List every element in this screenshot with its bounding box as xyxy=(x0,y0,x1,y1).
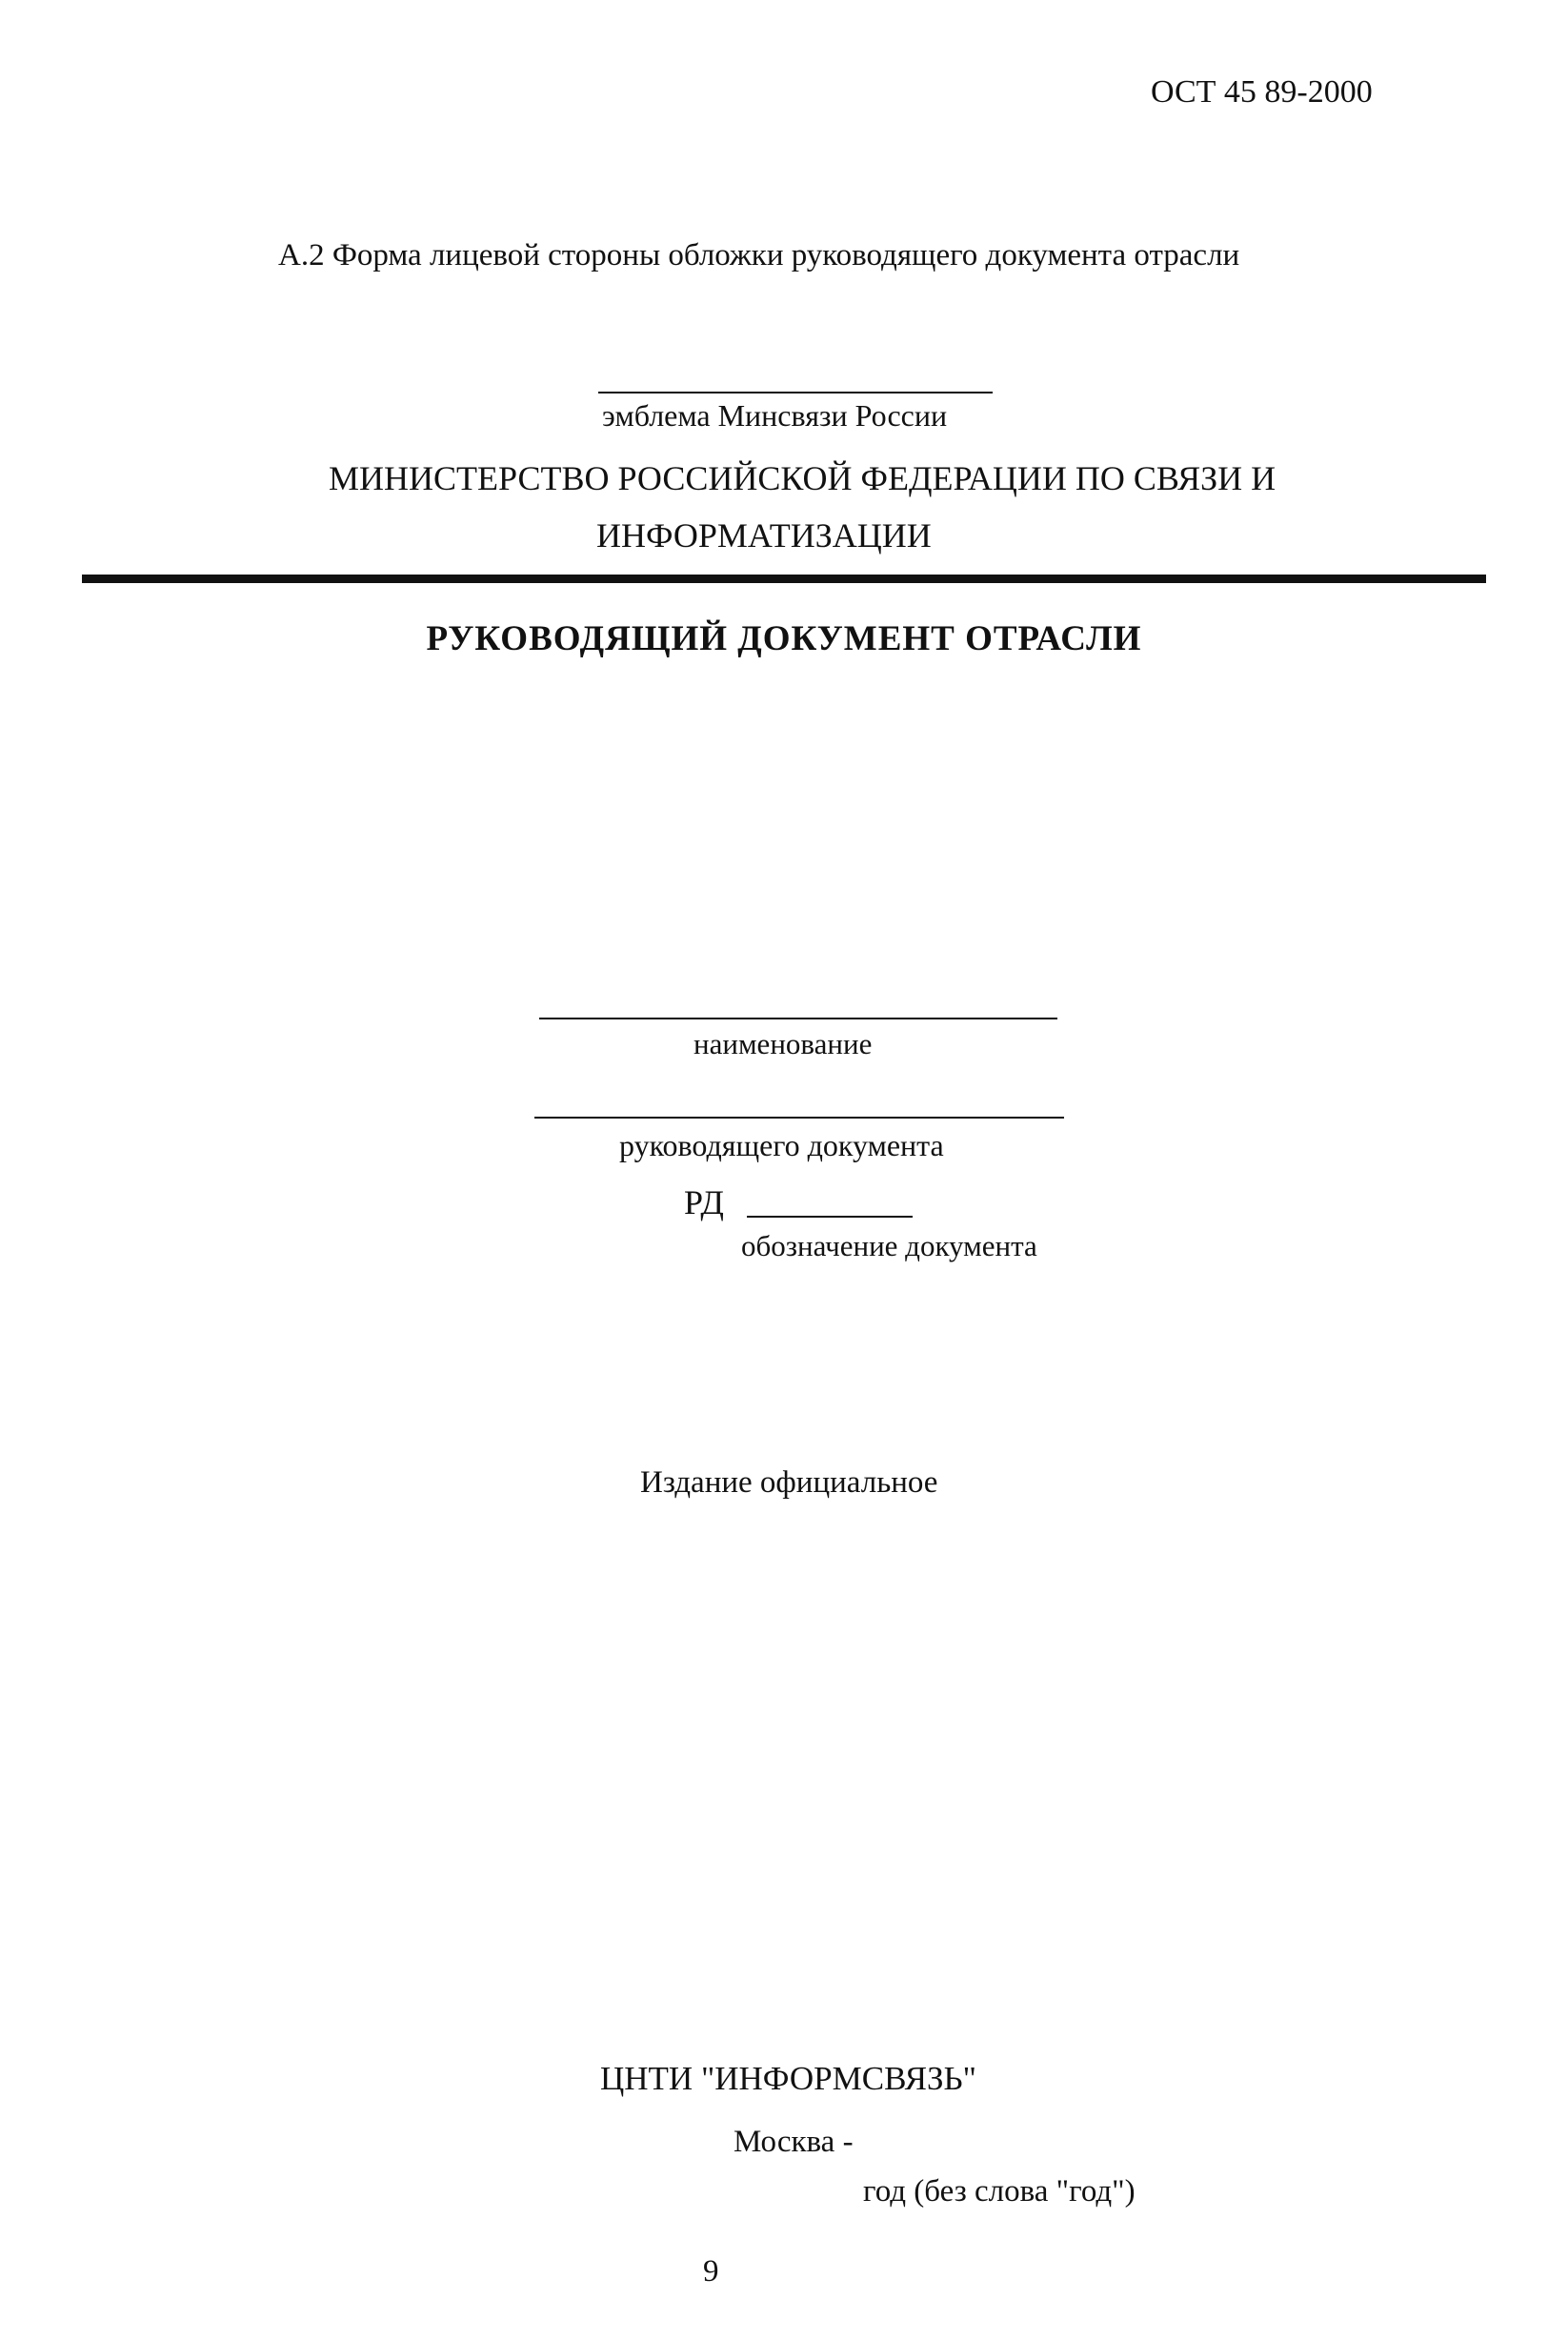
document-type-title: РУКОВОДЯЩИЙ ДОКУМЕНТ ОТРАСЛИ xyxy=(426,619,1142,658)
designation-placeholder-line xyxy=(747,1216,913,1218)
publication-year-note: год (без слова "год") xyxy=(863,2174,1136,2209)
name-placeholder-line-2 xyxy=(534,1117,1064,1119)
edition-label: Издание официальное xyxy=(640,1465,938,1500)
page-number: 9 xyxy=(703,2254,719,2289)
section-heading: А.2 Форма лицевой стороны обложки руководящего документа отрасли xyxy=(278,238,1240,272)
name-label: наименование xyxy=(694,1027,873,1060)
publisher-name: ЦНТИ "ИНФОРМСВЯЗЬ" xyxy=(600,2060,976,2097)
name-label-continuation: руководящего документа xyxy=(619,1128,944,1162)
header-divider xyxy=(82,575,1486,583)
name-placeholder-line-1 xyxy=(539,1018,1057,1019)
document-code: ОСТ 45 89-2000 xyxy=(1151,74,1373,110)
designation-label: обозначение документа xyxy=(741,1229,1037,1262)
emblem-placeholder-line xyxy=(598,392,993,393)
emblem-label: эмблема Минсвязи России xyxy=(602,398,948,433)
ministry-name-line-2: ИНФОРМАТИЗАЦИИ xyxy=(596,516,932,555)
rd-prefix: РД xyxy=(684,1183,724,1221)
ministry-name-line-1: МИНИСТЕРСТВО РОССИЙСКОЙ ФЕДЕРАЦИИ ПО СВЯЗИ И xyxy=(329,459,1277,497)
publication-city: Москва - xyxy=(734,2125,854,2159)
